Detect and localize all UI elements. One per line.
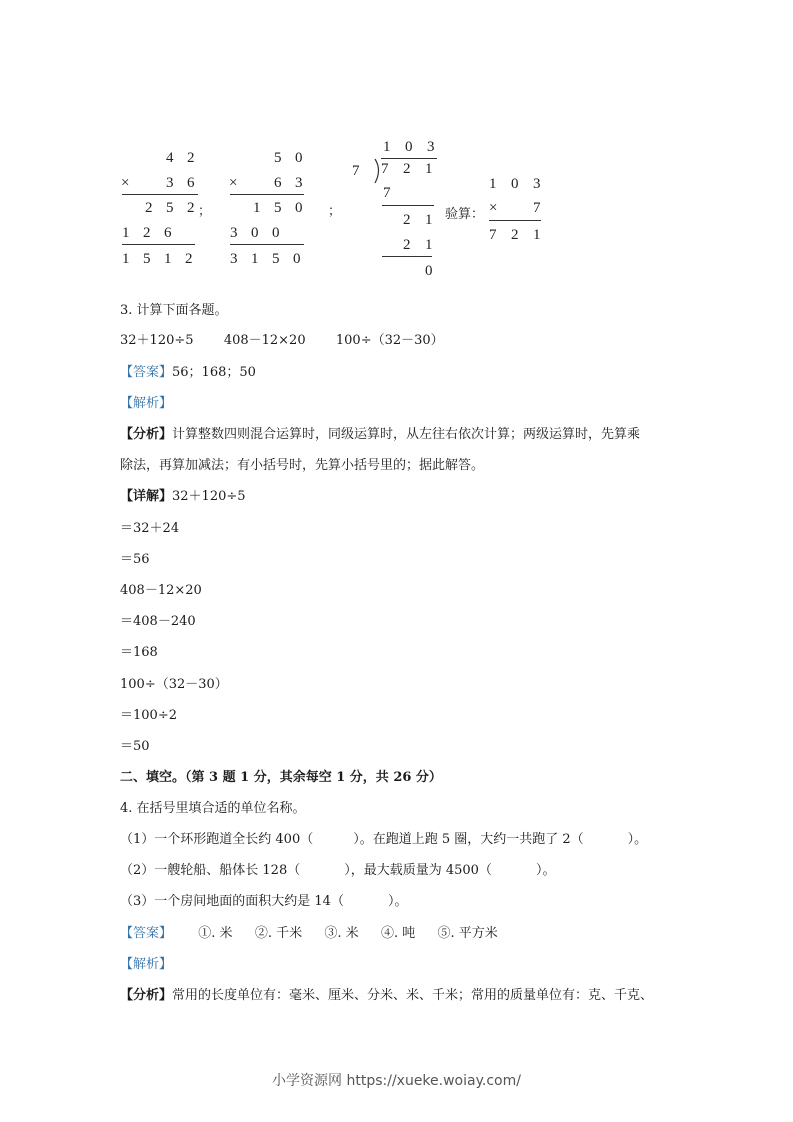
step-digit: 2 — [403, 237, 411, 253]
digit: 2 — [187, 200, 195, 216]
digit: 6 — [274, 175, 282, 191]
q4-item-2 — [120, 862, 555, 880]
digit: 2 — [187, 150, 195, 166]
step-digit: 2 — [403, 212, 411, 228]
footer-watermark: 小学资源网 https://xueke.woiay.com/ — [272, 1073, 521, 1089]
item-text: ）。 — [535, 863, 556, 878]
q3-expressions — [120, 332, 444, 350]
digit: 0 — [293, 251, 301, 267]
separator: ； — [328, 203, 342, 218]
q3-title: 3. 计算下面各题。 — [120, 303, 228, 318]
digit: 1 — [122, 251, 130, 267]
digit: 0 — [511, 176, 519, 192]
answer-item: ④. 吨 — [380, 926, 416, 941]
item-text: ）。在跑道上跑 5 圈，大约一共跑了 2（ — [353, 832, 584, 847]
step: ＝32＋24 — [120, 521, 180, 536]
step-digit: 1 — [425, 212, 433, 228]
digit: 5 — [143, 251, 151, 267]
step: ＝100÷2 — [120, 708, 177, 723]
division-bar — [381, 158, 437, 159]
answer-item: ②. 千米 — [254, 926, 303, 941]
rule — [230, 194, 304, 195]
step: ＝56 — [120, 552, 150, 567]
fenxi-tag: 【分析】 — [120, 427, 173, 442]
step: ＝50 — [120, 739, 150, 754]
rule — [122, 244, 195, 245]
digit: 1 — [489, 176, 497, 192]
item-text: ），最大载质量为 4500（ — [344, 863, 492, 878]
step: 100÷（32－30） — [120, 677, 228, 692]
separator: ； — [198, 203, 212, 218]
step-digit: 1 — [425, 237, 433, 253]
digit: 2 — [145, 200, 153, 216]
answer-tag: 【答案】 — [120, 926, 173, 941]
times-sign: × — [229, 175, 238, 191]
expression: 100÷（32－30） — [335, 333, 444, 348]
digit: 1 — [122, 225, 130, 241]
q4-item-3 — [120, 893, 407, 911]
digit: 7 — [533, 200, 541, 216]
digit: 1 — [251, 251, 259, 267]
q4-fenxi-line1 — [120, 987, 653, 1005]
q3-xiangjie — [120, 488, 246, 506]
digit: 1 — [164, 251, 172, 267]
digit: 2 — [143, 225, 151, 241]
digit: 3 — [533, 176, 541, 192]
digit: 0 — [295, 200, 303, 216]
digit: 4 — [166, 150, 174, 166]
digit: 0 — [272, 225, 280, 241]
section-heading: 二、填空。（第 3 题 1 分，其余每空 1 分，共 26 分） — [120, 770, 442, 785]
rule — [230, 244, 304, 245]
digit: 1 — [253, 200, 261, 216]
digit: 1 — [533, 227, 541, 243]
times-sign: × — [121, 175, 130, 191]
expression: 408－12×20 — [223, 333, 306, 348]
fenxi-text: 常用的长度单位有：毫米、厘米、分米、米、千米；常用的质量单位有：克、千克、 — [172, 988, 654, 1003]
remainder: 0 — [425, 263, 433, 279]
xiangjie-tag: 【详解】 — [120, 489, 173, 504]
step: 408－12×20 — [120, 583, 202, 598]
digit: 3 — [230, 251, 238, 267]
answer-item: ⑤. 平方米 — [437, 926, 498, 941]
digit: 3 — [230, 225, 238, 241]
item-text: ）。 — [627, 832, 648, 847]
rule — [382, 256, 432, 257]
answer-tag: 【答案】 — [120, 365, 173, 380]
answer-item: ①. 米 — [198, 926, 233, 941]
item-text: ）。 — [387, 894, 408, 909]
item-text: （2）一艘轮船、船体长 128（ — [120, 863, 301, 878]
fenxi-tag: 【分析】 — [120, 988, 173, 1003]
dividend-digit: 1 — [425, 161, 433, 177]
digit: 0 — [251, 225, 259, 241]
digit: 0 — [295, 150, 303, 166]
q4-analysis-tag: 【解析】 — [120, 957, 173, 972]
step: ＝408－240 — [120, 614, 196, 629]
digit: 6 — [164, 225, 172, 241]
expression: 32＋120÷5 — [120, 333, 194, 348]
digit: 5 — [272, 251, 280, 267]
digit: 2 — [511, 227, 519, 243]
q3-fenxi-line1 — [120, 426, 640, 444]
rule — [489, 220, 541, 221]
q3-answer — [120, 364, 256, 382]
dividend-digit: 7 — [381, 161, 389, 177]
q4-item-1 — [120, 831, 647, 849]
quotient-digit: 0 — [405, 139, 413, 155]
digit: 5 — [166, 200, 174, 216]
q4-answer — [120, 925, 498, 943]
item-text: （1）一个环形跑道全长约 400（ — [120, 832, 314, 847]
times-sign: × — [489, 200, 498, 216]
check-label: 验算： — [445, 207, 485, 222]
q3-analysis-tag: 【解析】 — [120, 396, 173, 411]
digit: 6 — [187, 175, 195, 191]
quotient-digit: 3 — [427, 139, 435, 155]
rule — [382, 205, 434, 206]
divisor: 7 — [352, 163, 360, 179]
step-digit: 7 — [383, 185, 391, 201]
quotient-digit: 1 — [383, 139, 391, 155]
dividend-digit: 2 — [403, 161, 411, 177]
fenxi-text: 计算整数四则混合运算时，同级运算时，从左往右依次计算；两级运算时，先算乘 — [172, 427, 641, 442]
rule — [122, 194, 198, 195]
digit: 3 — [295, 175, 303, 191]
q4-title: 4. 在括号里填合适的单位名称。 — [120, 801, 306, 816]
step: 32＋120÷5 — [172, 489, 246, 504]
digit: 2 — [185, 251, 193, 267]
digit: 5 — [274, 150, 282, 166]
step: ＝168 — [120, 645, 158, 660]
item-text: （3）一个房间地面的面积大约是 14（ — [120, 894, 344, 909]
digit: 7 — [489, 227, 497, 243]
q3-fenxi-line2: 除法，再算加减法；有小括号时，先算小括号里的；据此解答。 — [120, 458, 485, 473]
digit: 5 — [274, 200, 282, 216]
digit: 3 — [166, 175, 174, 191]
answer-text: 56；168；50 — [172, 365, 256, 380]
answer-item: ③. 米 — [324, 926, 359, 941]
